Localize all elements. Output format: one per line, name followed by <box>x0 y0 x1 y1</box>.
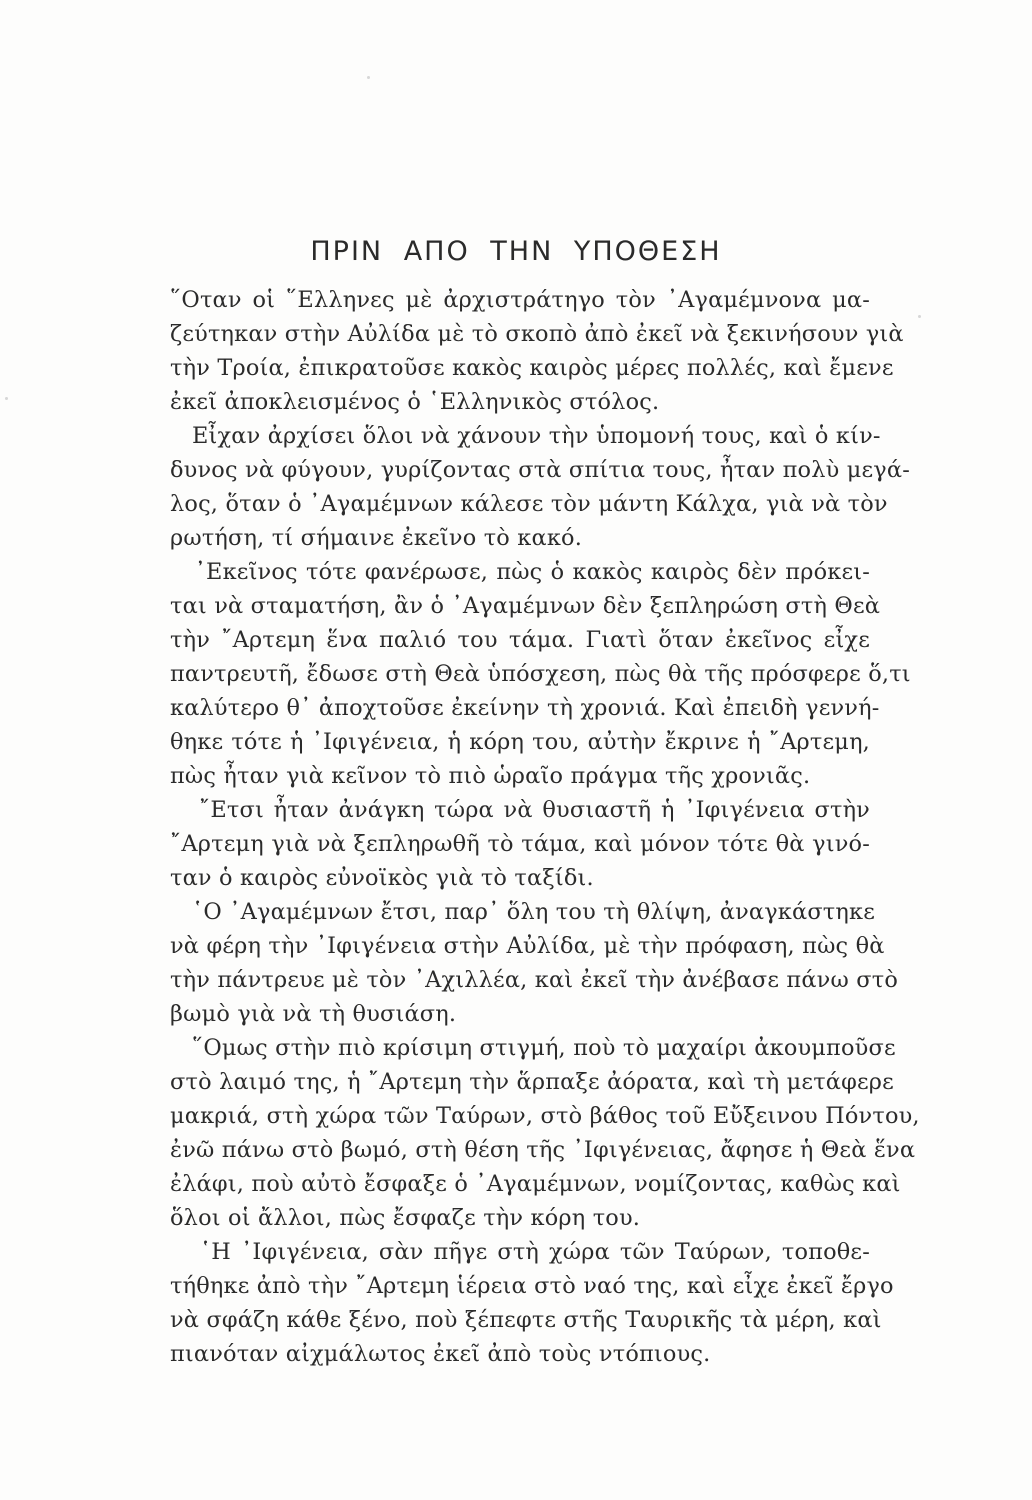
text-line: νὰ φέρη τὴν ᾿Ιφιγένεια στὴν Αὐλίδα, μὲ τὴν πρόφαση, πὼς θὰ <box>170 933 885 959</box>
text-line: θηκε τότε ἡ ᾿Ιφιγένεια, ἡ κόρη του, αὐτὴν ἔκρινε ἡ ῎Αρτεμη, <box>170 729 870 755</box>
paper-speck <box>918 315 921 318</box>
text-line: τὴν Τροία, ἐπικρατοῦσε κακὸς καιρὸς μέρες πολλές, καὶ ἔμενε <box>170 355 894 381</box>
text-line: βωμὸ γιὰ νὰ τὴ θυσιάση. <box>170 1001 457 1027</box>
text-line: ταν ὁ καιρὸς εὐνοϊκὸς γιὰ τὸ ταξίδι. <box>170 865 594 891</box>
text-line: ἐνῶ πάνω στὸ βωμό, στὴ θέση τῆς ᾿Ιφιγένειας, ἄφησε ἡ Θεὰ ἕνα <box>170 1137 916 1163</box>
text-line: ῎Ετσι ἦταν ἀνάγκη τώρα νὰ θυσιαστῆ ἡ ᾿Ιφιγένεια στὴν <box>170 797 870 823</box>
text-line: ᾿Εκεῖνος τότε φανέρωσε, πὼς ὁ κακὸς καιρὸς δὲν πρόκει- <box>170 559 870 585</box>
chapter-title: ΠΡΙΝ ΑΠΟ ΤΗΝ ΥΠΟΘΕΣΗ <box>310 236 722 267</box>
text-line: καλύτερο θ᾿ ἀποχτοῦσε ἐκείνην τὴ χρονιά. Καὶ ἐπειδὴ γεννή- <box>170 695 880 721</box>
text-line: νὰ σφάζη κάθε ξένο, ποὺ ξέπεφτε στῆς Ταυρικῆς τὰ μέρη, καὶ <box>170 1307 882 1333</box>
text-line: ἐκεῖ ἀποκλεισμένος ὁ ῾Ελληνικὸς στόλος. <box>170 389 660 415</box>
text-line: ῞Οταν οἱ ῞Ελληνες μὲ ἀρχιστράτηγο τὸν ᾿Αγαμέμνονα μα- <box>170 287 870 313</box>
text-line: πιανόταν αἰχμάλωτος ἐκεῖ ἀπὸ τοὺς ντόπιους. <box>170 1341 711 1367</box>
text-line: παντρευτῆ, ἔδωσε στὴ Θεὰ ὑπόσχεση, πὼς θὰ τῆς πρόσφερε ὅ,τι <box>170 661 911 687</box>
text-line: ἐλάφι, ποὺ αὐτὸ ἔσφαξε ὁ ᾿Αγαμέμνων, νομίζοντας, καθὼς καὶ <box>170 1171 901 1197</box>
text-line: πὼς ἦταν γιὰ κεῖνον τὸ πιὸ ὡραῖο πράγμα τῆς χρονιᾶς. <box>170 763 811 789</box>
text-line: μακριά, στὴ χώρα τῶν Ταύρων, στὸ βάθος τοῦ Εὔξεινου Πόντου, <box>170 1103 920 1129</box>
text-line: τὴν πάντρευε μὲ τὸν ᾿Αχιλλέα, καὶ ἐκεῖ τὴν ἀνέβασε πάνω στὸ <box>170 967 899 993</box>
text-line: ται νὰ σταματήση, ἂν ὁ ᾿Αγαμέμνων δὲν ξεπληρώση στὴ Θεὰ <box>170 593 881 619</box>
text-line: λος, ὅταν ὁ ᾿Αγαμέμνων κάλεσε τὸν μάντη Κάλχα, γιὰ νὰ τὸν <box>170 491 888 517</box>
text-line: ῎Αρτεμη γιὰ νὰ ξεπληρωθῆ τὸ τάμα, καὶ μόνον τότε θὰ γινό- <box>170 831 870 857</box>
paper-speck <box>367 76 370 79</box>
text-line: ζεύτηκαν στὴν Αὐλίδα μὲ τὸ σκοπὸ ἀπὸ ἐκεῖ νὰ ξεκινήσουν γιὰ <box>170 321 904 347</box>
text-line: Εἶχαν ἀρχίσει ὅλοι νὰ χάνουν τὴν ὑπομονή τους, καὶ ὁ κίν- <box>170 423 881 449</box>
text-line: τὴν ῎Αρτεμη ἕνα παλιό του τάμα. Γιατὶ ὅταν ἐκεῖνος εἶχε <box>170 627 870 653</box>
text-line: ῞Ομως στὴν πιὸ κρίσιμη στιγμή, ποὺ τὸ μαχαίρι ἀκουμποῦσε <box>170 1035 896 1061</box>
text-line: δυνος νὰ φύγουν, γυρίζοντας στὰ σπίτια τους, ἦταν πολὺ μεγά- <box>170 457 910 483</box>
body-text <box>170 283 920 1371</box>
text-line: ῾Η ᾿Ιφιγένεια, σὰν πῆγε στὴ χώρα τῶν Ταύρων, τοποθε- <box>170 1239 870 1265</box>
text-line: στὸ λαιμό της, ἡ ῎Αρτεμη τὴν ἅρπαξε ἀόρατα, καὶ τὴ μετάφερε <box>170 1069 894 1095</box>
text-line: ῾Ο ᾿Αγαμέμνων ἔτσι, παρ᾿ ὅλη του τὴ θλίψη, ἀναγκάστηκε <box>170 899 876 925</box>
text-line: ρωτήση, τί σήμαινε ἐκεῖνο τὸ κακό. <box>170 525 583 551</box>
text-line: ὅλοι οἱ ἄλλοι, πὼς ἔσφαζε τὴν κόρη του. <box>170 1205 641 1231</box>
paper-speck <box>5 397 8 400</box>
text-line: τήθηκε ἀπὸ τὴν ῎Αρτεμη ἱέρεια στὸ ναό της, καὶ εἶχε ἐκεῖ ἔργο <box>170 1273 894 1299</box>
